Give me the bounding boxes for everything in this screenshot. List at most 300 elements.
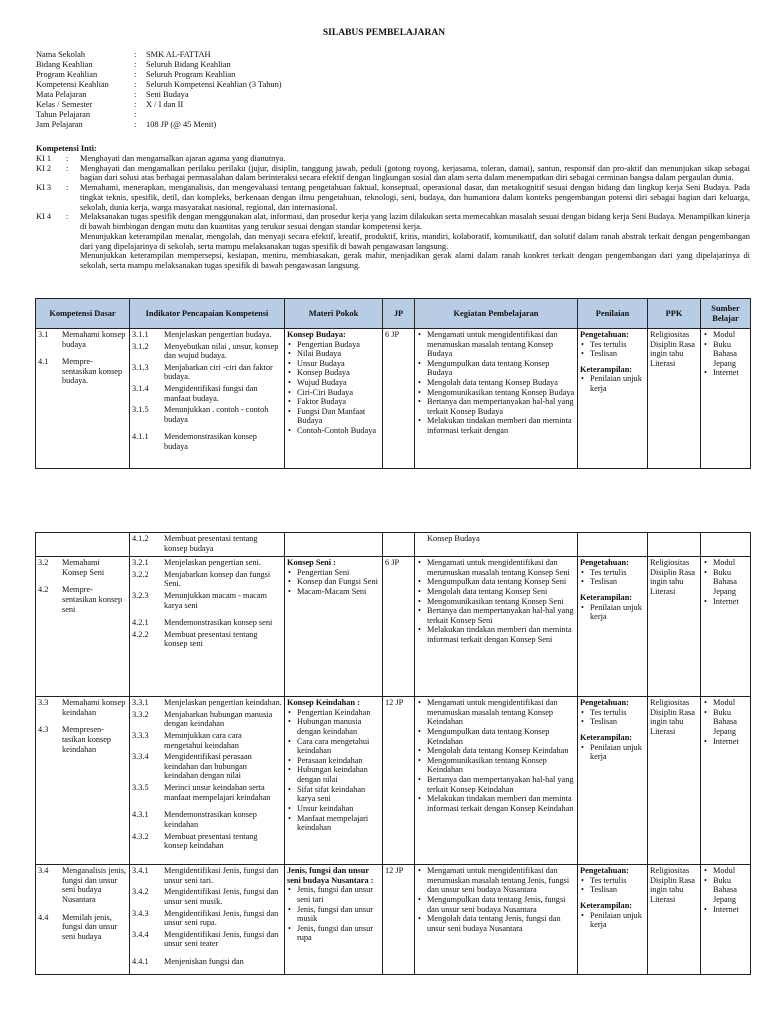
kegiatan-item: • Mengumpulkan data tentang Jenis, fungsi dan unsur seni budaya Nusantara [417, 895, 575, 914]
indikator-number: 3.1.5 [132, 405, 149, 415]
sumber-item: • Buku Bahasa Jepang [703, 568, 748, 597]
kegiatan-item: • Mengomunikasikan tentang Konsep Keindahan [417, 756, 575, 775]
indikator-entry [132, 810, 282, 829]
sumber-list [703, 866, 748, 914]
continuation-row [36, 533, 751, 557]
document-title: SILABUS PEMBELAJARAN [322, 28, 446, 38]
materi-item: • Sifat sifat keindahan karya seni [287, 785, 380, 804]
sumber-item: • Modul [703, 330, 748, 340]
keterampilan-list [580, 911, 645, 930]
kd-number: 4.1 [38, 357, 49, 367]
indikator-number: 3.3.2 [132, 709, 149, 719]
ki-code: KI 1 [36, 153, 52, 163]
sumber-item: • Modul [703, 866, 748, 876]
syllabus-table-page-1 [35, 298, 751, 469]
kegiatan-item: • Melakukan tindakan memberi dan meminta informasi terkait dengan Konsep Keindahan [417, 794, 575, 813]
table-row [36, 697, 751, 865]
ki-text [80, 212, 750, 271]
column-header: Sumber Belajar [701, 299, 751, 329]
kegiatan-cell [415, 697, 578, 865]
indikator-number: 4.1.1 [132, 432, 149, 442]
indikator-text: Mendemonstrasikan konsep keindahan [164, 810, 257, 829]
kd-text: Memahami konsep keindahan [62, 698, 126, 717]
kd-entry [38, 585, 127, 614]
keterampilan-label: Keterampilan: [580, 733, 633, 743]
materi-item: • Jenis, fungsi dan unsur rupa [287, 924, 380, 943]
continuation-cell [578, 533, 648, 557]
kegiatan-item: • Mengamati untuk mengidentifikasi dan merumuskan masalah tentang Konsep Keindahan [417, 698, 575, 727]
kegiatan-item: • Mengumpulkan data tentang Konsep Seni [417, 577, 575, 587]
sumber-item: • Modul [703, 698, 748, 708]
indikator-number: 3.3.4 [132, 752, 149, 762]
indikator-text: Membuat presentasi tentang konsep budaya [164, 534, 258, 553]
indikator-entry [132, 957, 282, 967]
pengetahuan-list [580, 708, 645, 727]
kd-text: Memilah jenis, fungsi dan unsur seni budaya [62, 912, 118, 941]
identity-key: Tahun Pelajaran [36, 110, 91, 119]
syllabus-table-page-2 [35, 532, 751, 975]
kd-number: 4.3 [38, 725, 49, 735]
materi-list [287, 340, 380, 436]
keterampilan-list [580, 603, 645, 622]
jp-cell: 12 JP [383, 697, 415, 865]
ki-paragraph: Menghayati dan mengamalkan perilaku perilaku (jujur, disiplin, tanggung jawab, peduli (gotong royong, kerjasama, toleran, damai), santun, responsif dan pro-aktif dan menunjukan sikap sebagai bagian dari solusi atas berbagai permasalahan dalam berinteraksi secara efektif dengan lingkungan sosial dan alam serta dalam menempatkan diri sebagai cerminan bangsa dalam pergaulan dunia. [80, 163, 750, 183]
indikator-entry [132, 710, 282, 729]
identity-value: 108 JP (@ 45 Menit) [146, 120, 217, 129]
table-row [36, 865, 751, 975]
kd-text: Memahami Konsep Seni [62, 558, 105, 577]
kompetensi-dasar-cell [36, 329, 130, 469]
ppk-cell: Religiositas Disiplin Rasa ingin tahu Literasi [648, 557, 701, 697]
keterampilan-item: • Penilaian unjuk kerja [580, 743, 645, 762]
indikator-entry [132, 866, 282, 885]
kegiatan-cell [415, 865, 578, 975]
ki-paragraph: Menunjukkan keterampilan menalar, mengolah, dan menyaji secara efektif, kreatif, produktif, kritis, mandiri, kolaboratif, komunikatif, dan solutif dalam ranah abstrak terkait dengan pengembangan dari yang dipelajarinya di sekolah, serta mampu melaksanakan tugas spesifik di bawah pengawasan langsung. [80, 231, 750, 251]
identity-row [36, 100, 282, 110]
indikator-entry [132, 384, 282, 403]
materi-item: • Konsep Budaya [287, 368, 380, 378]
materi-item: • Ciri-Ciri Budaya [287, 388, 380, 398]
indikator-number: 3.4.2 [132, 887, 149, 897]
indikator-text: Menunjukkan . contoh - contoh budaya [164, 405, 269, 424]
kegiatan-item: • Mengolah data tentang Jenis, fungsi dan unsur seni budaya Nusantara [417, 914, 575, 933]
materi-item: • Jenis, fungsi dan unsur seni tari [287, 885, 380, 904]
indikator-number: 4.2.2 [132, 629, 149, 639]
column-header: Indikator Pencapaian Kompetensi [130, 299, 285, 329]
indikator-text: Menjabarkan konsep dan fungsi Seni. [164, 569, 271, 589]
kd-entry [38, 558, 127, 577]
column-header: Penilaian [578, 299, 648, 329]
identity-value [146, 110, 282, 120]
pengetahuan-label: Pengetahuan: [580, 698, 629, 708]
identity-colon: : [134, 70, 137, 79]
ki-text [80, 154, 750, 164]
identity-key: Jam Pelajaran [36, 120, 83, 129]
indikator-text: Mendemonstrasikan konsep seni [164, 618, 273, 628]
ki-colon: : [66, 163, 69, 173]
sumber-item: • Internet [703, 597, 748, 607]
sumber-list [703, 330, 748, 378]
ki-title: Kompetensi Inti: [36, 144, 97, 153]
materi-cell [285, 557, 383, 697]
pengetahuan-list [580, 340, 645, 359]
ki-paragraph: Memahami, menerapkan, menganalisis, dan mengevaluasi tentang pengetahuan faktual, konseptual, operasional dasar, dan metakognitif sesuai dengan bidang dan lingkup kerja Seni Budaya. Pada tingkat teknis, spesifik, detil, dan kompleks, berkenaan dengan ilmu pengetahuan, teknologi, seni, budaya, dan humaniora dalam konteks pengembangan potensi diri sebagai bagian dari keluarga, sekolah, dunia kerja, warga masyarakat nasional, regional, dan internasional. [80, 183, 750, 212]
indikator-text: Mengidentifikasi Jenis, fungsi dan unsur seni musik. [164, 887, 279, 907]
kd-number: 4.2 [38, 585, 49, 595]
kegiatan-item: • Bertanya dan mempertanyakan hal-hal yang terkait Konsep Seni [417, 606, 575, 625]
kegiatan-item: • Mengamati untuk mengidentifikasi dan merumuskan masalah tentang Jenis, fungsi dan unsur seni budaya Nusantara [417, 866, 575, 895]
materi-list [287, 885, 380, 943]
indikator-number: 3.3.3 [132, 731, 149, 741]
materi-title: Konsep Keindahan : [287, 698, 360, 708]
kd-entry [38, 866, 127, 904]
indikator-entry [132, 363, 282, 382]
materi-item: • Contoh-Contoh Budaya [287, 426, 380, 436]
identity-key: Kompetensi Keahlian [36, 80, 109, 89]
keterampilan-list [580, 374, 645, 393]
keterampilan-list [580, 743, 645, 762]
indikator-entry [132, 618, 282, 628]
keterampilan-item: • Penilaian unjuk kerja [580, 603, 645, 622]
kegiatan-item: • Mengomunikasikan tentang Konsep Seni [417, 597, 575, 607]
continuation-cell [383, 533, 415, 557]
materi-item: • Faktor Budaya [287, 397, 380, 407]
indikator-text: Membuat presentasi tentang konsep keindahan [164, 831, 258, 851]
kompetensi-dasar-cell [36, 697, 130, 865]
sumber-item: • Buku Bahasa Jepang [703, 876, 748, 905]
kegiatan-item: • Mengumpulkan data tentang Konsep Budaya [417, 359, 575, 378]
materi-item: • Nilai Budaya [287, 349, 380, 359]
indikator-text: Menjabarkan hubungan manusia dengan keindahan [164, 709, 273, 729]
column-header: Kegiatan Pembelajaran [415, 299, 578, 329]
materi-item: • Unsur keindahan [287, 804, 380, 814]
penilaian-cell [578, 557, 648, 697]
sumber-cell [701, 697, 751, 865]
indikator-entry [132, 698, 282, 708]
indikator-entry [132, 887, 282, 906]
indikator-number: 3.3.1 [132, 698, 149, 708]
materi-item: • Pengertian Budaya [287, 340, 380, 350]
indikator-entry [132, 731, 282, 750]
identity-row [36, 90, 282, 100]
pengetahuan-item: • Teslisan [580, 885, 645, 895]
keterampilan-label: Keterampilan: [580, 364, 633, 374]
sumber-cell [701, 865, 751, 975]
kd-number: 3.4 [38, 866, 49, 876]
keterampilan-label: Keterampilan: [580, 593, 633, 603]
ki-row [36, 154, 750, 164]
column-header: Kompetensi Dasar [36, 299, 130, 329]
kegiatan-item: • Mengamati untuk mengidentifikasi dan merumuskan masalah tentang Konsep Seni [417, 558, 575, 577]
sumber-item: • Modul [703, 558, 748, 568]
indikator-number: 3.2.3 [132, 591, 149, 601]
identity-table [36, 50, 282, 130]
indikator-entry [132, 591, 282, 610]
indikator-cell [130, 329, 285, 469]
ki-code: KI 3 [36, 183, 52, 192]
table-row [36, 329, 751, 469]
kd-entry [38, 913, 127, 942]
penilaian-cell [578, 329, 648, 469]
identity-colon: : [134, 100, 137, 109]
continuation-cell [285, 533, 383, 557]
materi-item: • Jenis, fungsi dan unsur musik [287, 905, 380, 924]
continuation-cell [648, 533, 701, 557]
kd-number: 3.1 [38, 330, 49, 339]
indikator-text: Membuat presentasi tentang konsep seni [164, 629, 258, 649]
penilaian-cell [578, 697, 648, 865]
indikator-entry [132, 342, 282, 361]
kegiatan-cell [415, 557, 578, 697]
indikator-text: Mengidentifikasi perasaan keindahan dan hubungan keindahan dengan nilai [164, 752, 252, 781]
materi-cell [285, 329, 383, 469]
identity-colon: : [134, 60, 137, 69]
kd-text: Memahami konsep budaya [62, 330, 126, 349]
sumber-list [703, 558, 748, 606]
indikator-number: 3.2.2 [132, 569, 149, 579]
kd-text: Mempresen-tasikan konsep keindahan [62, 725, 112, 754]
indikator-entry [132, 832, 282, 851]
ki-colon: : [66, 212, 69, 222]
pengetahuan-item: • Tes tertulis [580, 340, 645, 350]
continuation-cell [415, 533, 578, 557]
indikator-number: 4.1.2 [132, 534, 149, 543]
indikator-number: 3.1.1 [132, 330, 149, 339]
indikator-number: 3.4.1 [132, 866, 149, 876]
identity-colon: : [134, 120, 137, 129]
ki-code: KI 2 [36, 163, 52, 173]
materi-item: • Manfaat mempelajari keindahan [287, 814, 380, 833]
kd-entry [38, 725, 127, 754]
indikator-number: 4.2.1 [132, 618, 149, 628]
identity-value: Seluruh Bidang Keahlian [146, 60, 231, 69]
materi-item: • Cara cara mengetahui keindahan [287, 737, 380, 756]
identity-row [36, 70, 282, 80]
kd-text: Menganalisis jenis, fungsi dan unsur seni budaya Nusantara [62, 866, 127, 905]
materi-item: • Fungsi Dan Manfaat Budaya [287, 407, 380, 426]
kd-text: Mempre-sentasikan konsep budaya. [62, 357, 123, 386]
kd-entry [38, 698, 127, 717]
materi-list [287, 708, 380, 833]
indikator-number: 4.3.1 [132, 810, 149, 820]
indikator-text: Merinci unsur keindahan serta manfaat mempelajari keindahan [164, 783, 271, 802]
indikator-number: 3.2.1 [132, 558, 149, 568]
ki-paragraph: Menghayati dan mengamalkan ajaran agama yang dianutnya. [80, 153, 286, 163]
ki-row [36, 164, 750, 184]
jp-cell: 6 JP [383, 329, 415, 469]
identity-colon: : [134, 50, 137, 59]
ki-row [36, 183, 750, 212]
pengetahuan-item: • Tes tertulis [580, 568, 645, 578]
indikator-number: 3.1.2 [132, 341, 149, 351]
kompetensi-inti [36, 144, 750, 271]
kegiatan-item: • Mengamati untuk mengidentifikasi dan merumuskan masalah tentang Konsep Budaya [417, 330, 575, 359]
kegiatan-continuation: Konsep Budaya [427, 534, 480, 543]
kompetensi-dasar-cell [36, 865, 130, 975]
pengetahuan-label: Pengetahuan: [580, 866, 629, 876]
indikator-number: 3.4.4 [132, 929, 149, 939]
kd-entry [38, 357, 127, 386]
kegiatan-list [417, 330, 575, 436]
kegiatan-item: • Mengolah data tentang Konsep Budaya [417, 378, 575, 388]
indikator-text: Menunjukkan macam - macam karya seni [164, 591, 267, 610]
indikator-number: 3.1.3 [132, 362, 149, 372]
sumber-cell [701, 329, 751, 469]
kegiatan-item: • Mengomunikasikan tentang Konsep Budaya [417, 388, 575, 398]
identity-value: X / I dan II [146, 100, 184, 109]
indikator-number: 4.4.1 [132, 957, 149, 967]
ki-text [80, 183, 750, 212]
kegiatan-list [417, 698, 575, 813]
pengetahuan-item: • Tes tertulis [580, 708, 645, 718]
jp-cell: 6 JP [383, 557, 415, 697]
table-row [36, 557, 751, 697]
column-header: Materi Pokok [285, 299, 383, 329]
ki-paragraph: Menunjukkan keterampilan mempersepsi, kesiapan, meniru, membiasakan, gerak mahir, menjadikan gerak alami dalam ranah konkret terkait dengan pengembangan dari yang dipelajarinya di sekolah, serta mampu melaksanakan tugas spesifik di bawah pengawasan langsung. [80, 251, 750, 270]
kegiatan-cell [415, 329, 578, 469]
indikator-text: Menjelaskan pengertian seni. [164, 558, 261, 568]
pengetahuan-item: • Teslisan [580, 349, 645, 359]
keterampilan-label: Keterampilan: [580, 901, 633, 911]
keterampilan-item: • Penilaian unjuk kerja [580, 911, 645, 930]
identity-row [36, 110, 282, 120]
materi-item: • Konsep dan Fungsi Seni [287, 577, 380, 587]
identity-row [36, 50, 282, 60]
materi-item: • Perasaan keindahan [287, 756, 380, 766]
indikator-entry [132, 432, 282, 451]
column-header: JP [383, 299, 415, 329]
materi-item: • Hubungan manusia dengan keindahan [287, 717, 380, 736]
sumber-list [703, 698, 748, 746]
kd-entry [38, 330, 127, 349]
pengetahuan-item: • Teslisan [580, 577, 645, 587]
kegiatan-item: • Mengolah data tentang Konsep Keindahan [417, 746, 575, 756]
sumber-item: • Internet [703, 737, 748, 747]
identity-key: Program Keahlian [36, 70, 98, 79]
indikator-entry [132, 570, 282, 589]
indikator-text: Menjelaskan pengertian keindahan. [164, 698, 282, 708]
indikator-text: Mengidentifikasi fungsi dan manfaat budaya. [164, 384, 258, 403]
sumber-item: • Internet [703, 368, 748, 378]
kegiatan-list [417, 558, 575, 644]
pengetahuan-item: • Tes tertulis [580, 876, 645, 886]
identity-row [36, 80, 282, 90]
indikator-cell [130, 557, 285, 697]
identity-value: Seluruh Program Keahlian [146, 70, 236, 79]
materi-cell [285, 865, 383, 975]
ki-row [36, 212, 750, 271]
ppk-cell: Religiositas Disiplin Rasa ingin tahu Literasi [648, 697, 701, 865]
sumber-item: • Internet [703, 905, 748, 915]
indikator-number: 3.1.4 [132, 384, 149, 394]
indikator-text: Menjabarkan ciri -ciri dan faktor budaya. [164, 362, 273, 382]
materi-title: Konsep Budaya: [287, 330, 346, 339]
identity-value: Seluruh Kompetensi Keahlian (3 Tahun) [146, 80, 282, 89]
sumber-item: • Buku Bahasa Jepang [703, 708, 748, 737]
identity-value: Seni Budaya [146, 90, 189, 99]
materi-list [287, 568, 380, 597]
identity-key: Nama Sekolah [36, 50, 86, 59]
ppk-cell: Religiositas Disiplin Rasa ingin tahu Literasi [648, 865, 701, 975]
indikator-entry [132, 534, 282, 553]
indikator-number: 4.3.2 [132, 831, 149, 841]
continuation-cell [36, 533, 130, 557]
kegiatan-item: • Mengolah data tentang Konsep Seni [417, 587, 575, 597]
materi-title: Konsep Seni : [287, 558, 336, 568]
indikator-entry [132, 783, 282, 802]
indikator-number: 3.3.5 [132, 783, 149, 793]
materi-item: • Wujud Budaya [287, 378, 380, 388]
indikator-text: Mengidentifikasi Jenis, fungsi dan unsur seni rupa. [164, 908, 279, 928]
indikator-entry [132, 930, 282, 949]
kd-number: 4.4 [38, 912, 49, 922]
jp-cell: 12 JP [383, 865, 415, 975]
indikator-cell [130, 865, 285, 975]
indikator-text: Mendemonstrasikan konsep budaya [164, 432, 257, 452]
indikator-entry [132, 330, 282, 340]
ki-colon: : [66, 153, 69, 163]
ki-colon: : [66, 183, 69, 192]
materi-item: • Hubungan keindahan dengan nilai [287, 765, 380, 784]
identity-colon: : [134, 90, 137, 99]
table-header-row [36, 299, 751, 329]
kd-number: 3.2 [38, 558, 49, 568]
identity-key: Mata Pelajaran [36, 90, 87, 99]
kegiatan-item: • Melakukan tindakan memberi dan meminta informasi terkait dengan [417, 416, 575, 435]
indikator-entry [132, 405, 282, 424]
identity-value: SMK AL-FATTAH [146, 50, 211, 59]
pengetahuan-label: Pengetahuan: [580, 558, 629, 568]
indikator-text: Menyebutkan nilai , unsur, konsep dan wujud budaya. [164, 341, 279, 361]
indikator-entry [132, 909, 282, 928]
keterampilan-item: • Penilaian unjuk kerja [580, 374, 645, 393]
identity-key: Bidang Keahlian [36, 60, 93, 69]
identity-key: Kelas / Semester [36, 100, 93, 109]
ki-text [80, 164, 750, 184]
indikator-text: Mengidentifikasi Jenis, fungsi dan unsur seni tari. [164, 866, 279, 885]
indikator-entry [132, 630, 282, 649]
pengetahuan-list [580, 568, 645, 587]
ki-code: KI 4 [36, 212, 52, 222]
sumber-cell [701, 557, 751, 697]
indikator-entry [132, 752, 282, 781]
continuation-cell [130, 533, 285, 557]
materi-item: • Unsur Budaya [287, 359, 380, 369]
kegiatan-item: • Mengumpulkan data tentang Konsep Keindahan [417, 727, 575, 746]
materi-item: • Pengertian Keindahan [287, 708, 380, 718]
indikator-number: 3.4.3 [132, 908, 149, 918]
indikator-cell [130, 697, 285, 865]
pengetahuan-label: Pengetahuan: [580, 330, 629, 339]
kd-number: 3.3 [38, 698, 49, 708]
column-header: PPK [648, 299, 701, 329]
kegiatan-item: • Bertanya dan mempertanyakan hal-hal yang terkait Konsep Budaya [417, 397, 575, 416]
kompetensi-dasar-cell [36, 557, 130, 697]
kegiatan-list [417, 866, 575, 933]
materi-item: • Pengertian Seni [287, 568, 380, 578]
identity-colon: : [134, 80, 137, 89]
indikator-entry [132, 558, 282, 568]
pengetahuan-item: • Teslisan [580, 717, 645, 727]
indikator-text: Menunjukkan cara cara mengetahui keindahan [164, 731, 242, 750]
identity-colon: : [134, 110, 137, 119]
pengetahuan-list [580, 876, 645, 895]
materi-cell [285, 697, 383, 865]
kegiatan-item: • Melakukan tindakan memberi dan meminta informasi terkait dengan Konsep Seni [417, 625, 575, 644]
kegiatan-item: • Bertanya dan mempertanyakan hal-hal yang terkait Konsep Keindahan [417, 775, 575, 794]
kd-text: Mempre-sentasikan konsep seni [62, 585, 123, 614]
indikator-text: Menjeniskan fungsi dan [164, 957, 244, 967]
